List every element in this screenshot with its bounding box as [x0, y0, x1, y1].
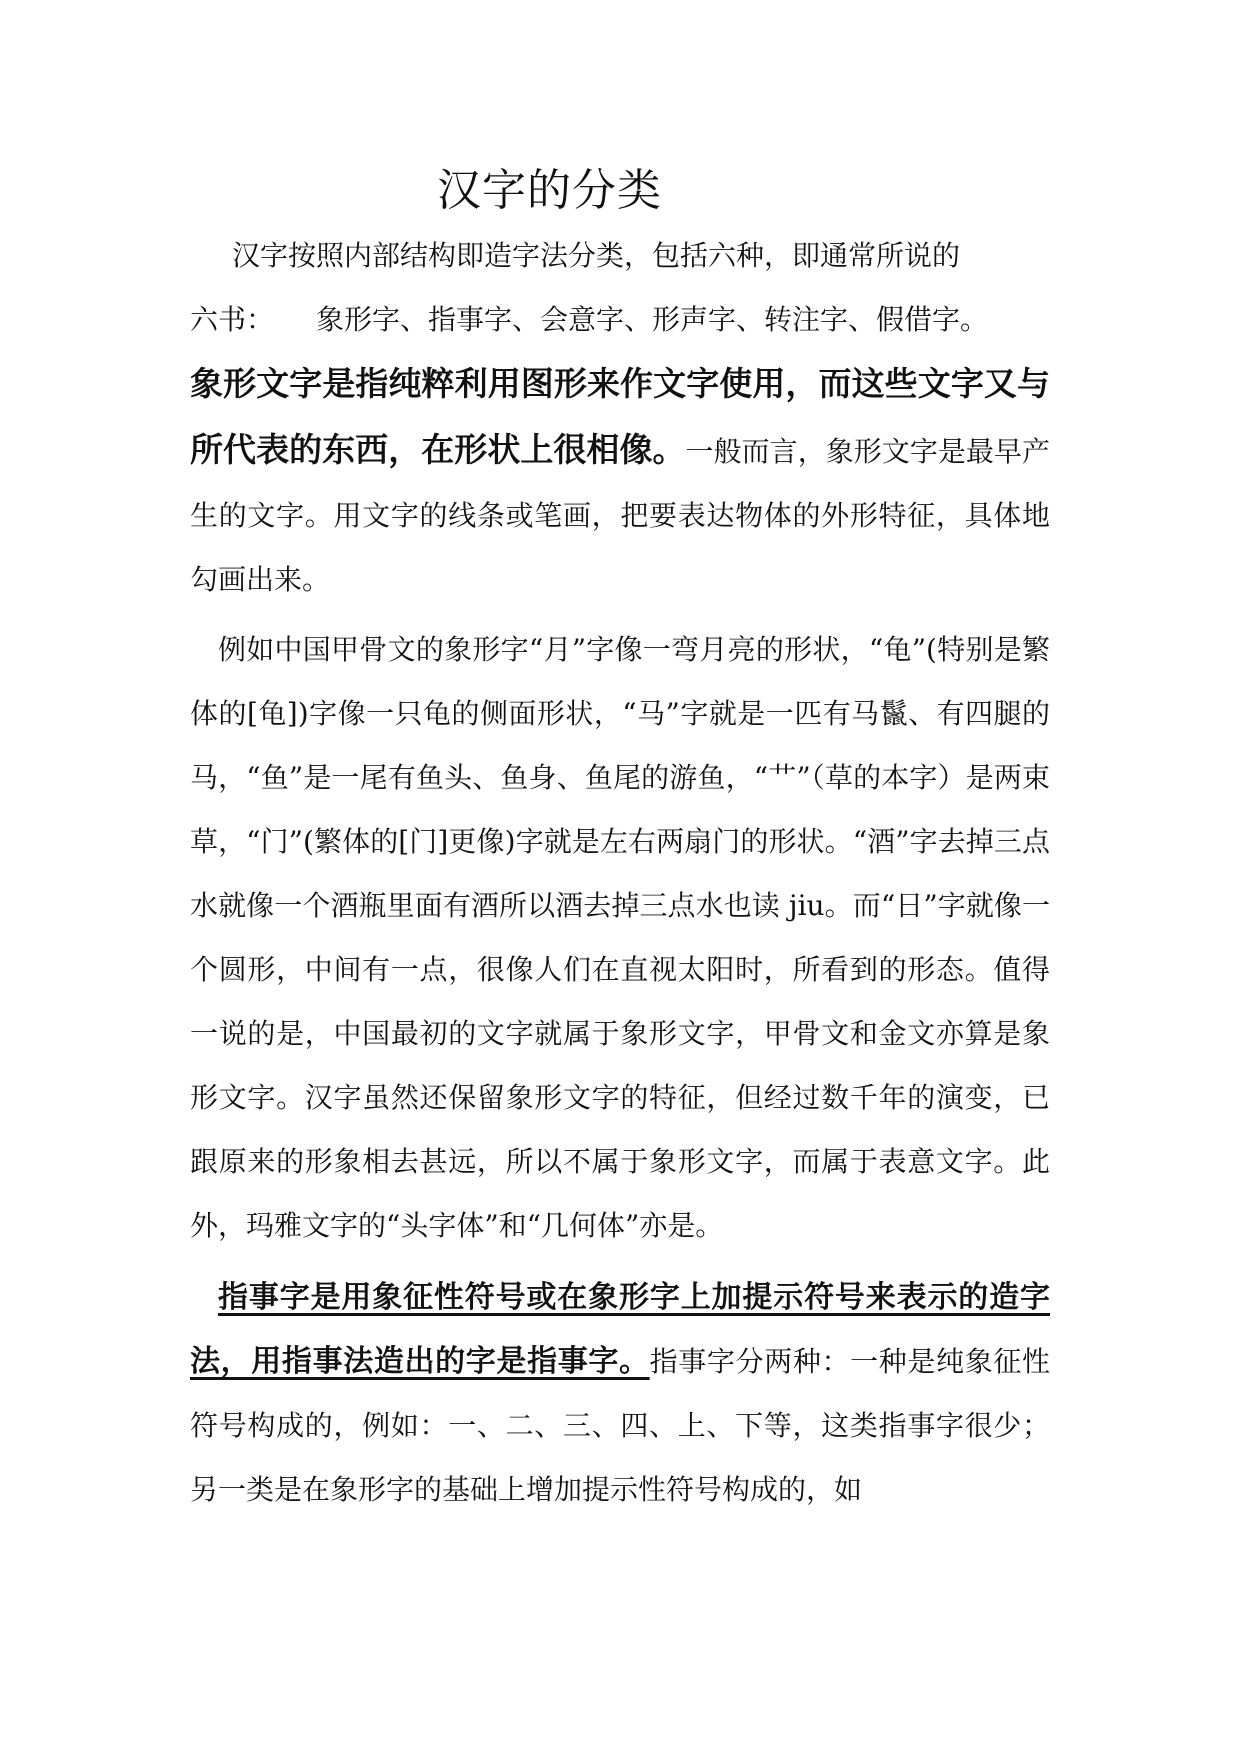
- intro-paragraph-list: [190, 288, 1050, 352]
- pictograph-definition: 象形文字是指纯粹利用图形来作文字使用，而这些文字又与所代表的东西，在形状上很相像。: [190, 364, 1050, 469]
- document-title: 汉字的分类: [437, 165, 662, 216]
- indicative-paragraph: [190, 1266, 1050, 1522]
- pictograph-paragraph: [190, 352, 1050, 612]
- six-books-label: 六书：: [190, 303, 275, 336]
- document-page: [190, 140, 1050, 1720]
- indicative-definition: 指事字是用象征性符号或在象形字上加提示符号来表示的造字法，用指事法造出的字是指事字。: [190, 1280, 1050, 1379]
- indicative-description: 指事字分两种：一种是纯象征性符号构成的，例如：一、二、三、四、上、下等，这类指事字很少；另一类是在象形字的基础上增加提示性符号构成的，如: [190, 1345, 1050, 1506]
- pictograph-description: 一般而言，象形文字是最早产生的文字。用文字的线条或笔画，把要表达物体的外形特征，具体地勾画出来。: [190, 435, 1050, 596]
- six-books-list: 象形字、指事字、会意字、形声字、转注字、假借字。: [316, 303, 989, 336]
- intro-paragraph-line1: 汉字按照内部结构即造字法分类，包括六种，即通常所说的: [232, 239, 961, 272]
- examples-paragraph: 例如中国甲骨文的象形字“月”字像一弯月亮的形状，“龟”(特别是繁体的[龟])字像一只龟的侧面形状，“马”字就是一匹有马鬣、有四腿的马，“鱼”是一尾有鱼头、鱼身、鱼尾的游鱼，“艹”（草的本字）是两束草，“门”(繁体的[门]更像)字就是左右两扇门的形状。“酒”字去掉三点水就像一个酒瓶里面有酒所以酒去掉三点水也读 jiu。而“日”字就像一个圆形，中间有一点，很像人们在直视太阳时，所看到的形态。值得一说的是，中国最初的文字就属于象形文字，甲骨文和金文亦算是象形文字。汉字虽然还保留象形文字的特征，但经过数千年的演变，已跟原来的形象相去甚远，所以不属于象形文字，而属于表意文字。此外，玛雅文字的“头字体”和“几何体”亦是。: [190, 633, 1050, 1242]
